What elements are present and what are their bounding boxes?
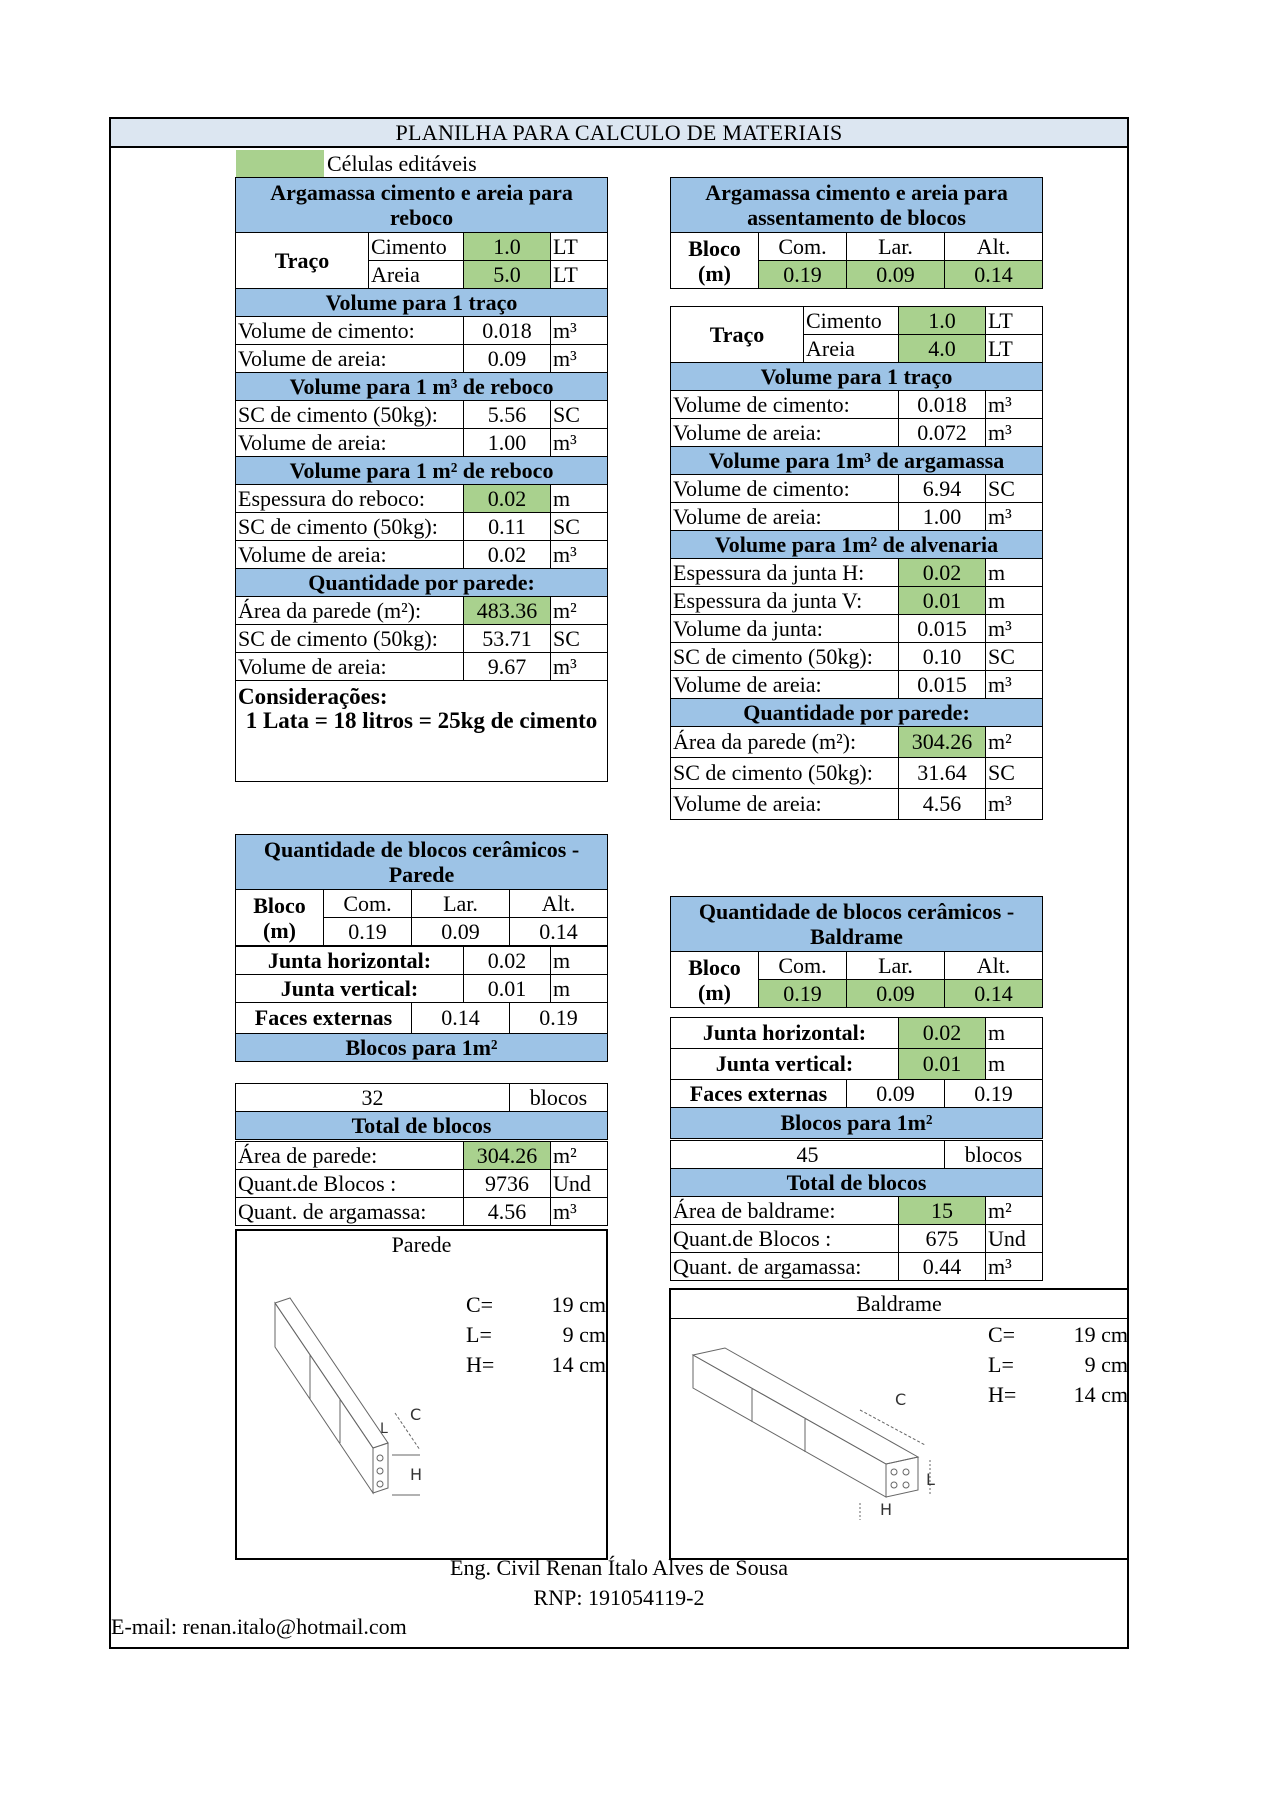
area-parede-total-input[interactable]: 304.26 — [464, 1142, 551, 1170]
junta-v-value: 0.01 — [464, 975, 551, 1003]
footer-rnp: RNP: 191054119-2 — [533, 1585, 705, 1610]
right-totals-values — [670, 1196, 1043, 1281]
row-value: 1.00 — [464, 429, 551, 457]
right-traco-table — [670, 306, 1043, 820]
row-label: Volume de areia: — [236, 345, 464, 373]
dim-label: C= — [988, 1322, 1016, 1347]
blocos-baldrame-header: Quantidade de blocos cerâmicos - Baldrame — [671, 897, 1043, 952]
blocos-unit: blocos — [510, 1084, 608, 1112]
blocos-unit: blocos — [945, 1141, 1043, 1169]
junta-h-label: Junta horizontal: — [236, 947, 464, 975]
espessura-reboco-input[interactable]: 0.02 — [464, 485, 551, 513]
unit: LT — [986, 335, 1043, 363]
blocos-1m2-value: 32 — [236, 1084, 510, 1112]
row-value: 1.00 — [899, 503, 986, 531]
cimento-label: Cimento — [804, 307, 899, 335]
dim-value: 14 cm — [551, 1352, 606, 1377]
traco-areia-input[interactable]: 4.0 — [899, 335, 986, 363]
unit: Und — [986, 1225, 1043, 1253]
row-value: 0.015 — [899, 615, 986, 643]
row-label: Quant.de Blocos : — [671, 1225, 899, 1253]
traco-label: Traço — [671, 307, 804, 363]
dim-label: H= — [466, 1352, 495, 1377]
row-value: 675 — [899, 1225, 986, 1253]
row-label: Volume de areia: — [236, 541, 464, 569]
areia-label: Areia — [804, 335, 899, 363]
dim-label: L= — [466, 1322, 492, 1347]
dim-value: 14 cm — [1073, 1382, 1128, 1407]
unit: m — [551, 975, 608, 1003]
row-value: 4.56 — [464, 1198, 551, 1226]
row-label: Volume da junta: — [671, 615, 899, 643]
row-value: 0.072 — [899, 419, 986, 447]
faces-1: 0.14 — [412, 1003, 510, 1034]
bloco-lar: 0.09 — [412, 918, 510, 946]
junta-h-value: 0.02 — [464, 947, 551, 975]
section-header: Blocos para 1m² — [236, 1034, 608, 1062]
lar-label: Lar. — [847, 233, 945, 261]
divider — [669, 1318, 1129, 1319]
dim-value: 9 cm — [562, 1322, 606, 1347]
baldrame-block-drawing — [690, 1345, 950, 1530]
dim-value: 9 cm — [1084, 1352, 1128, 1377]
unit: LT — [551, 261, 608, 289]
row-label: Área da parede (m²): — [236, 597, 464, 625]
row-value: 0.44 — [899, 1253, 986, 1281]
traco-cimento-input[interactable]: 1.0 — [464, 233, 551, 261]
consideracoes-cell — [236, 681, 608, 782]
unit: m³ — [551, 541, 608, 569]
unit: m³ — [551, 317, 608, 345]
bloco-label: Bloco (m) — [671, 952, 759, 1008]
bloco-lar-input[interactable]: 0.09 — [847, 980, 945, 1008]
unit: m³ — [986, 419, 1043, 447]
right-faces-table — [670, 1079, 1043, 1139]
baldrame-dims — [988, 1320, 1128, 1410]
row-value: 5.56 — [464, 401, 551, 429]
row-label: Volume de cimento: — [671, 391, 899, 419]
editable-legend-label: Células editáveis — [327, 151, 477, 176]
right-juntas-table — [670, 1017, 1043, 1080]
unit: m — [986, 1018, 1043, 1049]
unit: m³ — [986, 615, 1043, 643]
left-blocos-table — [235, 834, 608, 946]
unit: m — [986, 587, 1043, 615]
row-label: Volume de areia: — [671, 503, 899, 531]
section-header: Volume para 1m² de alvenaria — [671, 531, 1043, 559]
bloco-label: Bloco (m) — [236, 890, 324, 946]
junta-h-label: Junta horizontal: — [671, 1018, 899, 1049]
dim-value: 19 cm — [1073, 1322, 1128, 1347]
left-juntas-table — [235, 946, 608, 1003]
c-dimension-label: C — [895, 1390, 907, 1409]
section-header: Volume para 1 traço — [236, 289, 608, 317]
section-header: Total de blocos — [236, 1112, 608, 1140]
traco-label: Traço — [236, 233, 369, 289]
row-value: 4.56 — [899, 789, 986, 820]
left-reboco-table — [235, 177, 608, 782]
row-label: Área da parede (m²): — [671, 727, 899, 758]
faces-2: 0.19 — [510, 1003, 608, 1034]
page-title: PLANILHA PARA CALCULO DE MATERIAIS — [109, 117, 1129, 148]
unit: m² — [986, 1197, 1043, 1225]
row-value: 53.71 — [464, 625, 551, 653]
com-label: Com. — [324, 890, 412, 918]
right-blocos-table — [670, 896, 1043, 1008]
dim-label: C= — [466, 1292, 494, 1317]
lar-label: Lar. — [847, 952, 945, 980]
blocos-parede-header: Quantidade de blocos cerâmicos - Parede — [236, 835, 608, 890]
junta-v-label: Junta vertical: — [671, 1049, 899, 1080]
unit: m³ — [986, 1253, 1043, 1281]
unit: Und — [551, 1170, 608, 1198]
com-label: Com. — [759, 233, 847, 261]
alt-label: Alt. — [945, 952, 1043, 980]
unit: m³ — [986, 391, 1043, 419]
reboco-header: Argamassa cimento e areia para reboco — [236, 178, 608, 233]
faces-label: Faces externas — [671, 1080, 847, 1108]
left-faces-table — [235, 1002, 608, 1062]
unit: m² — [986, 727, 1043, 758]
unit: SC — [986, 643, 1043, 671]
section-header: Volume para 1 m³ de reboco — [236, 373, 608, 401]
row-label: Volume de areia: — [671, 671, 899, 699]
row-value: 0.02 — [464, 541, 551, 569]
section-header: Volume para 1 m² de reboco — [236, 457, 608, 485]
alt-label: Alt. — [510, 890, 608, 918]
faces-1: 0.09 — [847, 1080, 945, 1108]
junta-v-input[interactable]: 0.01 — [899, 587, 986, 615]
row-label: Espessura da junta V: — [671, 587, 899, 615]
editable-legend-swatch — [236, 150, 324, 177]
row-label: Espessura do reboco: — [236, 485, 464, 513]
unit: SC — [551, 401, 608, 429]
unit: m — [551, 485, 608, 513]
unit: m³ — [986, 789, 1043, 820]
row-value: 0.10 — [899, 643, 986, 671]
c-dimension-label: C — [410, 1405, 422, 1424]
left-total-table — [235, 1083, 608, 1140]
dim-label: L= — [988, 1352, 1014, 1377]
faces-label: Faces externas — [236, 1003, 412, 1034]
dim-label: H= — [988, 1382, 1017, 1407]
bloco-lar-input[interactable]: 0.09 — [847, 261, 945, 289]
consideracoes-text: 1 Lata = 18 litros = 25kg de cimento — [245, 708, 598, 733]
alt-label: Alt. — [945, 233, 1043, 261]
row-label: Volume de areia: — [236, 429, 464, 457]
right-total-table — [670, 1140, 1043, 1197]
baldrame-image-title: Baldrame — [856, 1291, 942, 1316]
area-parede-input[interactable]: 304.26 — [899, 727, 986, 758]
unit: LT — [551, 233, 608, 261]
unit: SC — [986, 475, 1043, 503]
junta-h-input[interactable]: 0.02 — [899, 559, 986, 587]
unit: SC — [986, 758, 1043, 789]
h-dimension-label: H — [410, 1465, 423, 1484]
unit: m³ — [551, 345, 608, 373]
bloco-com-input[interactable]: 0.19 — [759, 261, 847, 289]
footer-email[interactable]: E-mail: renan.italo@hotmail.com — [111, 1614, 407, 1639]
parede-block-drawing — [270, 1295, 460, 1505]
row-label: Volume de areia: — [236, 653, 464, 681]
right-assentamento-table — [670, 177, 1043, 289]
bloco-label: Bloco (m) — [671, 233, 759, 289]
unit: m — [986, 559, 1043, 587]
junta-h-input[interactable]: 0.02 — [899, 1018, 986, 1049]
bloco-alt: 0.14 — [510, 918, 608, 946]
junta-v-input[interactable]: 0.01 — [899, 1049, 986, 1080]
row-value: 0.11 — [464, 513, 551, 541]
row-label: Quant.de Blocos : — [236, 1170, 464, 1198]
junta-v-label: Junta vertical: — [236, 975, 464, 1003]
row-label: Espessura da junta H: — [671, 559, 899, 587]
l-dimension-label: L — [926, 1470, 935, 1489]
parede-dims — [466, 1290, 606, 1380]
bloco-alt-input[interactable]: 0.14 — [945, 980, 1043, 1008]
assentamento-header: Argamassa cimento e areia para assentamento de blocos — [671, 178, 1043, 233]
footer-engineer: Eng. Civil Renan Ítalo Alves de Sousa — [450, 1555, 788, 1580]
bloco-com-input[interactable]: 0.19 — [759, 980, 847, 1008]
left-totals-values — [235, 1141, 608, 1226]
traco-areia-input[interactable]: 5.0 — [464, 261, 551, 289]
section-header: Quantidade por parede: — [671, 699, 1043, 727]
row-label: Volume de areia: — [671, 419, 899, 447]
faces-2: 0.19 — [945, 1080, 1043, 1108]
unit: SC — [551, 625, 608, 653]
row-value: 0.09 — [464, 345, 551, 373]
cimento-label: Cimento — [369, 233, 464, 261]
row-value: 9.67 — [464, 653, 551, 681]
unit: m³ — [551, 429, 608, 457]
unit: m³ — [551, 653, 608, 681]
blocos-1m2-value: 45 — [671, 1141, 945, 1169]
row-label: Área de baldrame: — [671, 1197, 899, 1225]
section-header: Blocos para 1m² — [671, 1108, 1043, 1139]
unit: m — [551, 947, 608, 975]
row-label: SC de cimento (50kg): — [236, 401, 464, 429]
dim-value: 19 cm — [551, 1292, 606, 1317]
row-label: SC de cimento (50kg): — [236, 625, 464, 653]
com-label: Com. — [759, 952, 847, 980]
bloco-com: 0.19 — [324, 918, 412, 946]
consideracoes-title: Considerações: — [238, 684, 388, 709]
row-label: Quant. de argamassa: — [671, 1253, 899, 1281]
parede-image-title: Parede — [391, 1232, 452, 1257]
l-dimension-label: L — [380, 1421, 388, 1437]
unit: m³ — [986, 671, 1043, 699]
row-label: Volume de cimento: — [236, 317, 464, 345]
bloco-alt-input[interactable]: 0.14 — [945, 261, 1043, 289]
unit: m² — [551, 597, 608, 625]
h-dimension-label: H — [880, 1500, 893, 1519]
unit: m² — [551, 1142, 608, 1170]
traco-cimento-input[interactable]: 1.0 — [899, 307, 986, 335]
section-header: Volume para 1 traço — [671, 363, 1043, 391]
row-label: SC de cimento (50kg): — [236, 513, 464, 541]
unit: m — [986, 1049, 1043, 1080]
row-label: Área de parede: — [236, 1142, 464, 1170]
row-value: 9736 — [464, 1170, 551, 1198]
section-header: Volume para 1m³ de argamassa — [671, 447, 1043, 475]
unit: m³ — [551, 1198, 608, 1226]
unit: SC — [551, 513, 608, 541]
area-parede-input[interactable]: 483.36 — [464, 597, 551, 625]
unit: m³ — [986, 503, 1043, 531]
row-label: Volume de cimento: — [671, 475, 899, 503]
unit: LT — [986, 307, 1043, 335]
row-value: 0.018 — [899, 391, 986, 419]
row-value: 0.018 — [464, 317, 551, 345]
row-label: SC de cimento (50kg): — [671, 758, 899, 789]
lar-label: Lar. — [412, 890, 510, 918]
row-label: Quant. de argamassa: — [236, 1198, 464, 1226]
row-value: 6.94 — [899, 475, 986, 503]
areia-label: Areia — [369, 261, 464, 289]
section-header: Quantidade por parede: — [236, 569, 608, 597]
row-value: 0.015 — [899, 671, 986, 699]
row-label: SC de cimento (50kg): — [671, 643, 899, 671]
row-label: Volume de areia: — [671, 789, 899, 820]
area-baldrame-input[interactable]: 15 — [899, 1197, 986, 1225]
row-value: 31.64 — [899, 758, 986, 789]
section-header: Total de blocos — [671, 1169, 1043, 1197]
